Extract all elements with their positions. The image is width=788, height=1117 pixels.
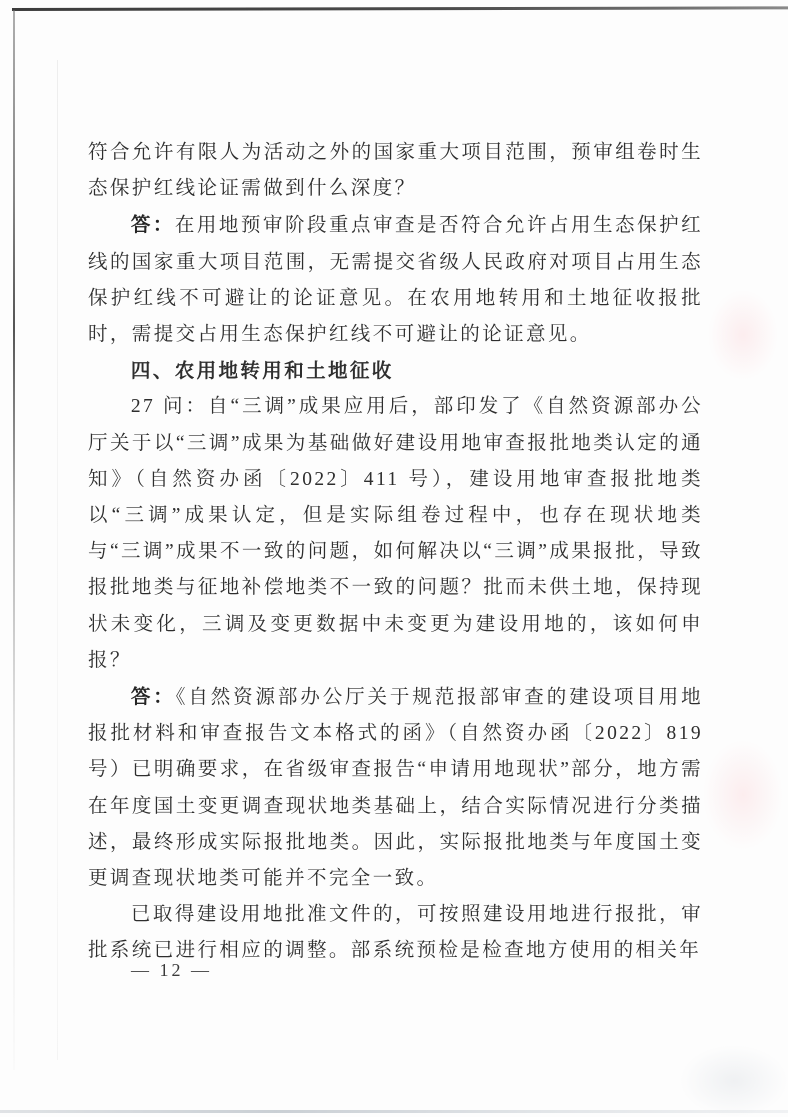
- scan-top-edge: [12, 6, 788, 11]
- answer-text: 《自然资源部办公厅关于规范报部审查的建设项目用地报批材料和审查报告文本格式的函》（自然资办函〔2022〕819 号）已明确要求，在省级审查报告“申请用地现状”部分，地方需在年度国土变更调查现状地类基础上，结合实际情况进行分类描述，最终形成实际报批地类。因此，实际报批地类与年度国土变更调查现状地类可能并不完全一致。: [88, 687, 703, 890]
- scan-left-edge: [13, 10, 15, 1070]
- question-paragraph: 27 问：自“三调”成果应用后，部印发了《自然资源部办公厅关于以“三调”成果为基础做好建设用地审查报批地类认定的通知》（自然资办函〔2022〕411 号），建设用地审查报批地类以“三调”成果认定，但是实际组卷过程中，也存在现状地类与“三调”成果不一致的问题，如何解决以“三调”成果报批，导致报批地类与征地补偿地类不一致的问题？批而未供土地，保持现状未变化，三调及变更数据中未变更为建设用地的，该如何申报？: [88, 396, 703, 671]
- answer-paragraph: [88, 679, 703, 897]
- paragraph-continuation: 符合允许有限人为活动之外的国家重大项目范围，预审组卷时生态保护红线论证需做到什么深度？: [88, 142, 703, 200]
- answer-prefix-label: 答：: [130, 686, 176, 709]
- scan-color-smudge: [703, 740, 783, 850]
- scan-left-crease: [57, 60, 58, 1060]
- page-number: — 12 —: [131, 960, 212, 980]
- answer-paragraph: [88, 207, 703, 353]
- answer-prefix-label: 答：: [130, 214, 175, 237]
- body-paragraph: 已取得建设用地批准文件的，可按照建设用地进行报批，审批系统已进行相应的调整。部系统预检是检查地方使用的相关年: [88, 904, 703, 962]
- section-heading: 四、农用地转用和土地征收: [130, 360, 394, 383]
- answer-text: 在用地预审阶段重点审查是否符合允许占用生态保护红线的国家重大项目范围，无需提交省级人民政府对项目占用生态保护红线不可避让的论证意见。在农用地转用和土地征收报批时，需提交占用生态保护红线不可避让的论证意见。: [88, 215, 703, 346]
- scan-color-smudge: [708, 290, 778, 380]
- scan-corner-mottle: [608, 1027, 788, 1117]
- document-text-block: [88, 135, 703, 970]
